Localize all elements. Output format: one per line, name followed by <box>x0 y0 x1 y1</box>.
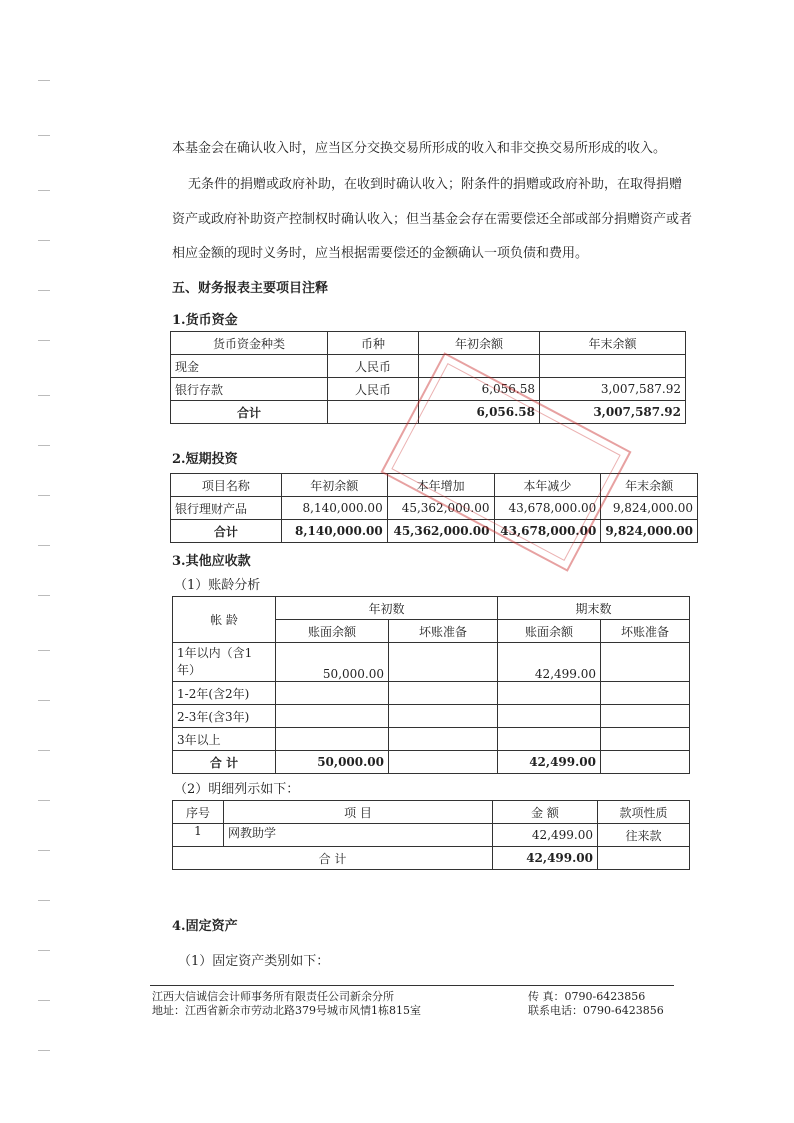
table-cell: 6,056.58 <box>419 378 540 401</box>
aging-subtitle: （1）账龄分析 <box>174 578 261 593</box>
table-cell: 42,499.00 <box>498 643 601 682</box>
table-header: 序号 <box>173 801 224 824</box>
table-cell <box>389 643 498 682</box>
table-row <box>171 520 698 543</box>
section-title: 五、财务报表主要项目注释 <box>172 281 329 296</box>
table-header: 账面余额 <box>276 620 389 643</box>
table-cell <box>419 355 540 378</box>
cash-table <box>170 331 686 424</box>
table-cell: 8,140,000.00 <box>281 520 387 543</box>
footer-address: 地址：江西省新余市劳动北路379号城市风情1栋815室 <box>152 1004 421 1017</box>
footer-divider <box>150 985 674 986</box>
table-header: 帐 龄 <box>173 597 276 643</box>
table-cell: 50,000.00 <box>276 751 389 774</box>
table-header: 年初余额 <box>281 474 387 497</box>
table-header: 账面余额 <box>498 620 601 643</box>
table-cell: 合计 <box>171 520 282 543</box>
table-cell: 8,140,000.00 <box>281 497 387 520</box>
table-cell: 43,678,000.00 <box>494 520 601 543</box>
table-row <box>173 682 690 705</box>
table-header: 币种 <box>328 332 419 355</box>
table-row <box>171 378 686 401</box>
table-cell: 人民币 <box>328 355 419 378</box>
table-cell: 2-3年(含3年) <box>173 705 276 728</box>
table-row <box>171 401 686 424</box>
table-cell: 9,824,000.00 <box>601 520 698 543</box>
table-header: 年末余额 <box>601 474 698 497</box>
table-cell <box>540 355 686 378</box>
table-cell: 42,499.00 <box>493 824 598 847</box>
paragraph: 本基金会在确认收入时，应当区分交换交易所形成的收入和非交换交易所形成的收入。 <box>172 141 667 156</box>
table-header: 年初余额 <box>419 332 540 355</box>
table-cell: 50,000.00 <box>276 643 389 682</box>
paragraph: 无条件的捐赠或政府补助，在收到时确认收入；附条件的捐赠或政府补助，在取得捐赠 <box>188 177 683 192</box>
table-cell: 3,007,587.92 <box>540 401 686 424</box>
table-header: 期末数 <box>498 597 690 620</box>
table-header: 坏账准备 <box>389 620 498 643</box>
cash-title: 1.货币资金 <box>172 313 238 328</box>
table-row <box>173 847 690 870</box>
table-cell: 人民币 <box>328 378 419 401</box>
table-header: 坏账准备 <box>601 620 690 643</box>
table-cell: 网教助学 <box>224 824 493 847</box>
table-cell: 银行理财产品 <box>171 497 282 520</box>
table-cell: 42,499.00 <box>493 847 598 870</box>
paragraph: 相应金额的现时义务时，应当根据需要偿还的金额确认一项负债和费用。 <box>172 246 589 261</box>
shortinv-title: 2.短期投资 <box>172 452 238 467</box>
table-row <box>173 751 690 774</box>
fixed-subtitle: （1）固定资产类别如下： <box>178 954 330 969</box>
fixed-title: 4.固定资产 <box>172 919 238 934</box>
table-cell: 3,007,587.92 <box>540 378 686 401</box>
detail-table <box>172 800 690 870</box>
footer-phone: 联系电话：0790-6423856 <box>528 1004 664 1017</box>
table-row <box>171 355 686 378</box>
table-row <box>173 705 690 728</box>
table-cell: 9,824,000.00 <box>601 497 698 520</box>
binding-margin <box>38 40 52 1080</box>
aging-table <box>172 596 690 774</box>
table-header: 年末余额 <box>540 332 686 355</box>
table-header: 款项性质 <box>598 801 690 824</box>
table-row <box>173 728 690 751</box>
table-cell: 合 计 <box>173 751 276 774</box>
detail-subtitle: （2）明细列示如下： <box>174 782 300 797</box>
table-cell: 43,678,000.00 <box>494 497 601 520</box>
table-cell: 银行存款 <box>171 378 328 401</box>
table-header: 本年减少 <box>494 474 601 497</box>
otherrec-title: 3.其他应收款 <box>172 554 251 569</box>
table-header: 货币资金种类 <box>171 332 328 355</box>
table-cell <box>601 643 690 682</box>
table-header: 项目名称 <box>171 474 282 497</box>
table-cell: 42,499.00 <box>498 751 601 774</box>
table-header: 本年增加 <box>387 474 494 497</box>
table-cell: 合 计 <box>173 847 493 870</box>
table-cell: 45,362,000.00 <box>387 520 494 543</box>
footer-fax: 传 真：0790-6423856 <box>528 990 646 1003</box>
table-cell: 1-2年(含2年) <box>173 682 276 705</box>
table-header: 金 额 <box>493 801 598 824</box>
table-row <box>173 824 690 847</box>
shortinv-table <box>170 473 698 543</box>
footer-firm: 江西大信诚信会计师事务所有限责任公司新余分所 <box>152 990 394 1003</box>
table-row <box>171 497 698 520</box>
table-cell: 合计 <box>171 401 328 424</box>
table-cell: 1 <box>173 824 224 847</box>
table-cell: 1年以内（含1 年） <box>173 643 276 682</box>
paragraph: 资产或政府补助资产控制权时确认收入；但当基金会存在需要偿还全部或部分捐赠资产或者 <box>172 212 693 227</box>
table-cell: 现金 <box>171 355 328 378</box>
table-row <box>173 643 690 682</box>
table-cell: 往来款 <box>598 824 690 847</box>
table-header: 项 目 <box>224 801 493 824</box>
table-header: 年初数 <box>276 597 498 620</box>
table-cell <box>328 401 419 424</box>
table-cell: 45,362,000.00 <box>387 497 494 520</box>
table-cell: 3年以上 <box>173 728 276 751</box>
table-cell: 6,056.58 <box>419 401 540 424</box>
